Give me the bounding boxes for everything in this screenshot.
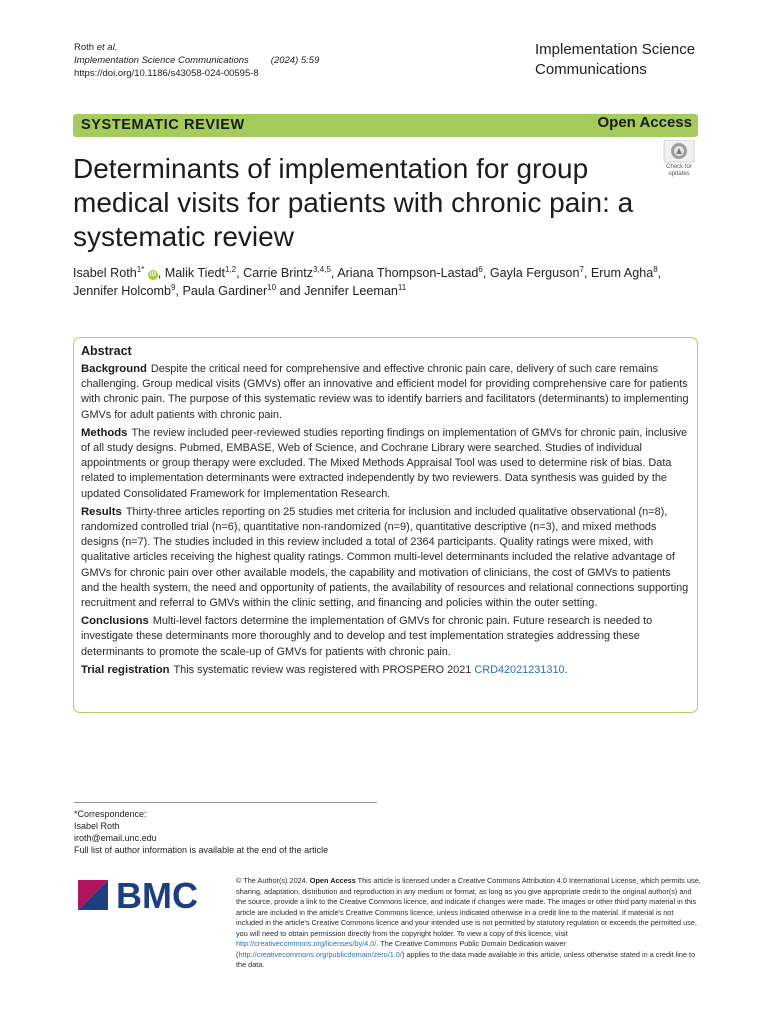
orcid-icon[interactable]: iD [149,271,157,278]
abstract-methods: Methods The review included peer-reviewed studies reporting findings on implementation of GMVs for chronic pain, inclusive of all study designs. Pubmed, EMBASE, Web of Science, and Cochrane Library were searched. Studies of individual appointments or group therapy were excluded. The Mixed Methods Appraisal Tool was used to determine risk of bias. Data related to implementation determinants were extracted independently by two reviewers. Data synthesis was guided by the updated Consolidated Framework for Implementation Research. [81,426,688,500]
article-type-banner [73,114,698,137]
affiliation-marker: 11 [397,282,407,292]
check-for-updates-icon [658,140,700,164]
author-name[interactable]: Jennifer Leeman$^{11}$ [304,282,407,298]
doi-link[interactable]: https://doi.org/10.1186/s43058-024-00595-8 [74,68,259,79]
affiliation-marker: 6 [478,264,483,274]
year-volume: (2024) 5:59 [270,55,320,66]
author-name[interactable]: Carrie Brintz$^{3,4,5}$ [243,264,331,280]
affiliation-marker: 1,2 [224,264,237,274]
bmc-logo-icon [78,876,218,926]
author-list: Isabel Roth$^{1*}$ iD , Malik Tiedt$^{1,2}$, Carrie Brintz$^{3,4,5}$, Ariana Thompson-Lastad$^6$, Gayla Ferguson$^7$, Erum Agha$^8$, Jennifer Holcomb$^9$, Paula Gardiner$^{10}$ and Jennifer Leeman$^{11}$ [73,264,662,298]
et-al: et al. [96,42,118,53]
journal-italic: Implementation Science Communications [74,55,249,66]
abstract-results: Results Thirty-three articles reporting on 25 studies met criteria for inclusion and included qualitative observational (n=8), randomized controlled trial (n=6), quantitative non-randomized (n=9), quantitative descriptive (n=3), and mixed methods designs (n=7). The studies included in this review included a total of 2364 participants. Quality ratings were mixed, with qualitative articles receiving the highest quality ratings. Common multi-level determinants included the relative advantage of GMVs for chronic pain over other available models, the capability and motivation of clinicians, the cost of GMVs to patients and the health system, the need and opportunity of patients, the availability of resources and relational connections supporting recruitment and referral to GMVs within the clinic setting, and financing and policies within the outer setting. [81,505,689,610]
correspondence-block: *Correspondence: Isabel Roth iroth@email.unc.edu Full list of author information is available at the end of the article [74,809,329,855]
author-name[interactable]: Malik Tiedt$^{1,2}$ [164,264,237,280]
license-statement: © The Author(s) 2024. Open Access This article is licensed under a Creative Commons Attribution 4.0 International License, which permits use, sharing, adaptation, distribution and reproduction in any medium or format, as long as you give appropriate credit to the original author(s) and the source, provide a link to the Creative Commons licence, and indicate if changes were made. The images or other third party material in this article are included in the article's Creative Commons licence, unless indicated otherwise in a credit line to the material. If material is not included in the article's Creative Commons licence and your intended use is not permitted by statutory regulation or exceeds the permitted use, you will need to obtain permission directly from the copyright holder. To view a copy of this licence, visit http://creativecommons.org/licenses/by/4.0/. The Creative Commons Public Domain Dedication waiver (http://creativecommons.org/publicdomain/zero/1.0/) applies to the data made available in this article, unless otherwise stated in a credit line to the data. [236,876,701,969]
abstract-box [73,337,698,713]
correspondence-email[interactable]: iroth@email.unc.edu [74,833,157,843]
footnote-divider [74,802,377,803]
author-name[interactable]: Paula Gardiner$^{10}$ [182,282,277,298]
citation-block [74,41,319,80]
author-name[interactable]: Jennifer Holcomb$^9$ [73,282,176,298]
affiliation-marker: 3,4,5 [313,264,331,274]
affiliation-marker: 7 [579,264,584,274]
author-name[interactable]: Erum Agha$^8$ [590,264,658,280]
affiliation-marker: 10 [267,282,277,292]
open-access-label: Open Access [597,114,692,131]
author-name[interactable]: Isabel Roth$^{1*}$ iD [73,264,157,280]
bmc-logo [78,876,218,926]
affiliation-marker: 8 [653,264,658,274]
check-for-updates-badge[interactable]: Check for updates [658,140,700,180]
article-title: Determinants of implementation for group medical visits for patients with chronic pain: a systematic review [73,153,634,252]
svg-text:BMC: BMC [116,876,198,916]
author-info-note: Full list of author information is available at the end of the article [74,845,329,855]
article-type: SYSTEMATIC REVIEW [81,117,245,133]
trial-registration-link[interactable]: CRD42021231310 [474,663,565,676]
abstract-heading: Abstract [81,344,132,358]
affiliation-marker: 1* [136,264,145,274]
author-name[interactable]: Ariana Thompson-Lastad$^6$ [337,264,483,280]
cc-by-license-link[interactable]: http://creativecommons.org/licenses/by/4.0/ [236,939,377,948]
journal-name: Implementation Science Communications [535,41,696,78]
author-short: Roth [74,42,97,53]
abstract-trial-registration: Trial registration This systematic review was registered with PROSPERO 2021 CRD42021231310. [81,663,568,676]
abstract-background: Background Despite the critical need for comprehensive and effective chronic pain care, delivery of such care remains challenging. Group medical visits (GMVs) offer an innovative and efficient model for providing comprehensive care for patients with chronic pain. The purpose of this systematic review was to identify barriers and facilitators (determinants) to implementing GMVs for adult patients with chronic pain. [81,363,689,421]
author-name[interactable]: Gayla Ferguson$^7$ [489,264,584,280]
cc-zero-link[interactable]: http://creativecommons.org/publicdomain/zero/1.0/ [238,949,402,959]
affiliation-marker: 9 [171,282,176,292]
abstract-conclusions: Conclusions Multi-level factors determine the implementation of GMVs for chronic pain. Future research is needed to investigate these determinants more thoroughly and to develop and test implementation strategies addressing these determinants to promote the scale-up of GMVs for patients with chronic pain. [81,615,653,658]
correspondence-name: Isabel Roth [74,821,120,831]
